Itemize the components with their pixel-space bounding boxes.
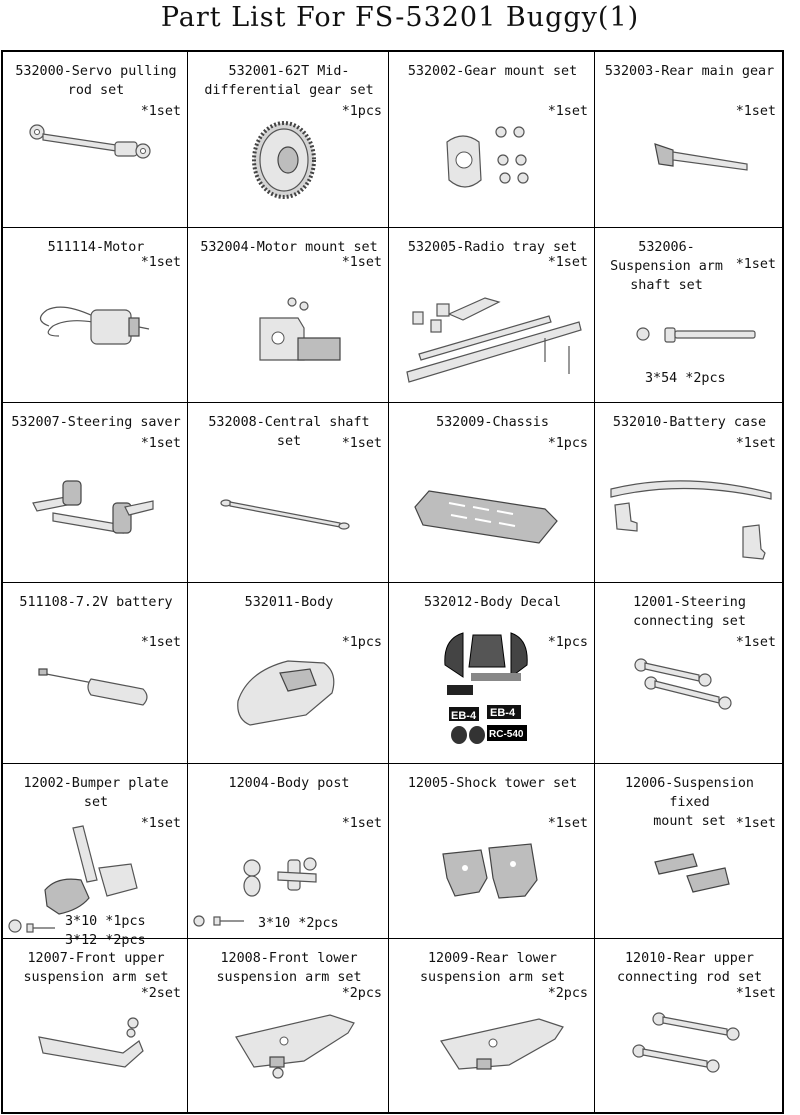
part-note: 3*54 *2pcs [645, 371, 726, 386]
rear-gear-shaft-image [595, 128, 782, 208]
part-cell-12008 [188, 939, 389, 1112]
part-qty: *1set [735, 257, 776, 272]
part-note: 3*10 *1pcs [65, 914, 146, 929]
part-cell-12007 [3, 939, 188, 1112]
part-cell-12006 [595, 764, 782, 939]
part-cell-12005 [389, 764, 595, 939]
part-qty: *1pcs [341, 635, 382, 650]
part-cell-12010 [595, 939, 782, 1112]
front-lower-arm-image [188, 1001, 389, 1101]
part-cell-511114 [3, 228, 188, 403]
part-cell-532005 [389, 228, 595, 403]
steering-links-image [595, 653, 782, 733]
part-name: 532008-Central shaft set [208, 415, 370, 449]
part-note: 3*10 *2pcs [258, 916, 339, 931]
motor-mount-image [188, 288, 389, 388]
part-name: 12004-Body post [228, 776, 350, 791]
chassis-image [389, 471, 595, 571]
part-cell-12009 [389, 939, 595, 1112]
body-shell-image [188, 653, 389, 743]
front-upper-arm-image [3, 1007, 188, 1087]
part-cell-532001 [188, 52, 389, 228]
fixed-mount-image [595, 842, 782, 922]
part-qty: *1set [735, 104, 776, 119]
part-name: 12009-Rear lower suspension arm set [419, 951, 566, 985]
part-qty: *1set [140, 635, 181, 650]
part-cell-532007 [3, 403, 188, 583]
part-cell-532002 [389, 52, 595, 228]
part-name: 12005-Shock tower set [407, 776, 578, 791]
part-name: 532007-Steering saver [11, 415, 181, 430]
part-qty: *1set [341, 436, 382, 451]
screw-icon [192, 914, 252, 928]
part-name: 532012-Body Decal [423, 595, 562, 610]
part-qty: *1pcs [547, 436, 588, 451]
battery-case-image [595, 467, 782, 577]
steering-saver-image [3, 463, 188, 563]
decal-text-eb4-a: EB-4 [451, 710, 477, 722]
decal-text-eb4-b: EB-4 [490, 707, 516, 719]
decal-sheet-image [389, 629, 595, 749]
part-name: 12002-Bumper plate set [23, 776, 169, 810]
part-qty: *2set [140, 986, 181, 1001]
part-qty: *1set [140, 436, 181, 451]
screw-icon [27, 922, 57, 934]
part-qty: *1set [735, 635, 776, 650]
part-cell-511108 [3, 583, 188, 764]
part-name: 511108-7.2V battery [19, 595, 173, 610]
servo-rod-image [3, 120, 188, 200]
part-qty: *2pcs [341, 986, 382, 1001]
part-qty: *1pcs [547, 635, 588, 650]
part-name: 511114-Motor [47, 240, 145, 255]
shock-tower-image [389, 838, 595, 928]
part-cell-532009 [389, 403, 595, 583]
part-name: 532010-Battery case [612, 415, 767, 430]
part-name: 12006-Suspension fixed mount set [625, 776, 754, 829]
bumper-plate-image [3, 818, 188, 928]
rear-upper-rod-image [595, 1007, 782, 1087]
part-note-2: 3*12 *2pcs [65, 933, 146, 948]
part-name: 532005-Radio tray set [407, 240, 578, 255]
part-qty: *1set [735, 986, 776, 1001]
part-qty: *1pcs [341, 104, 382, 119]
part-cell-532004 [188, 228, 389, 403]
part-name: 532000-Servo pulling rod set [15, 64, 177, 98]
radio-tray-image [389, 282, 595, 402]
part-qty: *1set [140, 104, 181, 119]
part-qty: *1set [140, 255, 181, 270]
gear-mount-image [389, 120, 595, 210]
part-cell-532011 [188, 583, 389, 764]
part-name: 532006-Suspension arm shaft set [610, 240, 723, 293]
part-name: 532004-Motor mount set [200, 240, 378, 255]
part-qty: *1set [735, 816, 776, 831]
part-name: 532002-Gear mount set [407, 64, 578, 79]
parts-grid [1, 50, 784, 1114]
arm-shaft-image [595, 314, 782, 354]
rear-lower-arm-image [389, 1001, 595, 1101]
page-title: Part List For FS-53201 Buggy(1) [160, 2, 640, 33]
part-qty: *1set [341, 816, 382, 831]
body-post-image [188, 842, 389, 912]
part-name: 532009-Chassis [436, 415, 549, 430]
part-name: 532003-Rear main gear [604, 64, 775, 79]
part-name: 12008-Front lower suspension arm set [216, 951, 362, 985]
part-name: 12001-Steering connecting set [633, 595, 746, 629]
part-cell-12004 [188, 764, 389, 939]
decal-text-rc540: RC-540 [489, 729, 524, 740]
part-qty: *1set [547, 104, 588, 119]
part-name: 532011-Body [244, 595, 334, 610]
battery-image [3, 653, 188, 733]
part-name: 12010-Rear upper connecting rod set [616, 951, 763, 985]
part-cell-532006 [595, 228, 782, 403]
part-qty: *1set [547, 816, 588, 831]
part-cell-532008 [188, 403, 389, 583]
part-cell-12002 [3, 764, 188, 948]
part-cell-12001 [595, 583, 782, 764]
part-qty: *1set [341, 255, 382, 270]
motor-image [3, 292, 188, 382]
part-qty: *2pcs [547, 986, 588, 1001]
part-name: 12007-Front upper suspension arm set [23, 951, 169, 985]
part-qty: *1set [735, 436, 776, 451]
part-cell-532003 [595, 52, 782, 228]
part-cell-532010 [595, 403, 782, 583]
part-name: 532001-62T Mid- differential gear set [204, 64, 374, 98]
part-qty: *1set [140, 816, 181, 831]
part-cell-532000 [3, 52, 188, 228]
part-cell-532012 [389, 583, 595, 764]
central-shaft-image [188, 489, 389, 549]
part-qty: *1set [547, 255, 588, 270]
spur-gear-image [188, 114, 389, 214]
